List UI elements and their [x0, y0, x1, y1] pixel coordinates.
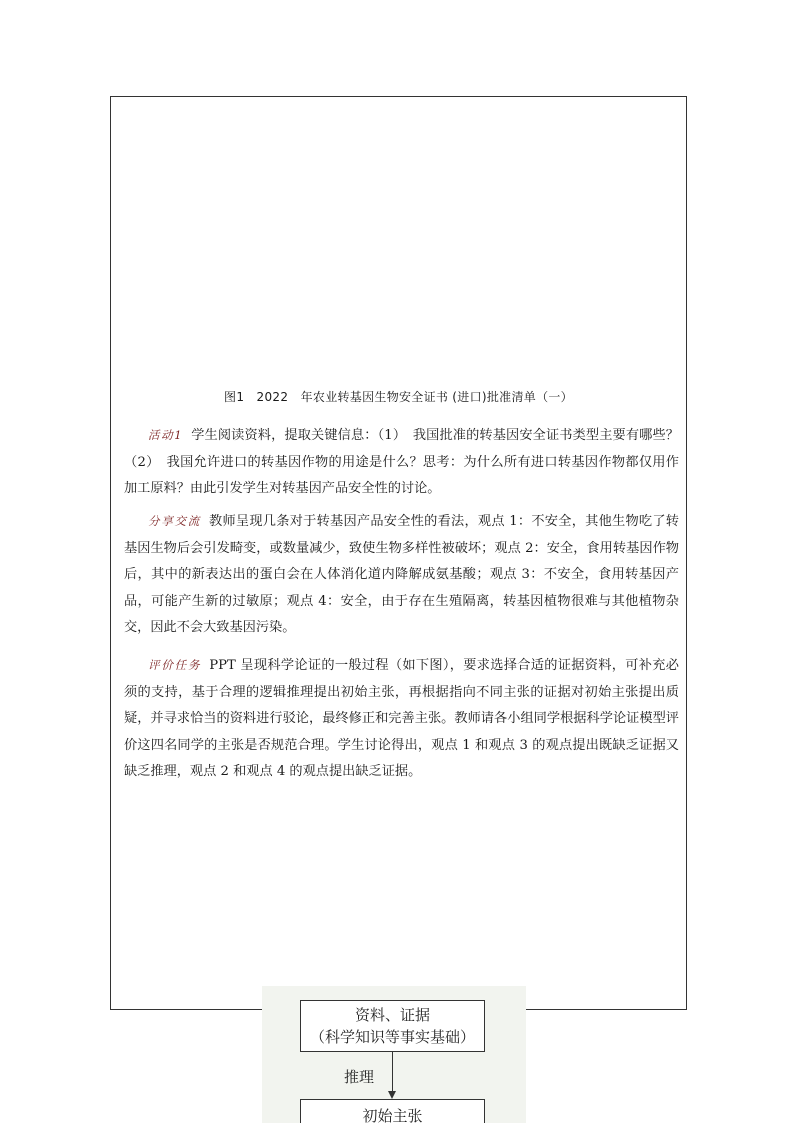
- flowchart-box-evidence: [300, 1000, 485, 1052]
- paragraph-text: PPT 呈现科学论证的一般过程（如下图），要求选择合适的证据资料，可补充必须的支持，基于合理的逻辑推理提出初始主张，再根据指向不同主张的证据对初始主张提出质疑，并寻求恰当的资料进行驳论，最终修正和完善主张。教师请各小组同学根据科学论证模型评价这四名同学的主张是否规范合理。学生讨论得出，观点 1 和观点 3 的观点提出既缺乏证据又缺乏推理，观点 2 和观点 4 的观点提出缺乏证据。: [124, 658, 679, 779]
- paragraph-text: 学生阅读资料，提取关键信息：（1） 我国批准的转基因安全证书类型主要有哪些？（2） 我国允许进口的转基因作物的用途是什么？思考：为什么所有进口转基因作物都仅用作加工原料？由此引发学生对转基因产品安全性的讨论。: [124, 428, 679, 496]
- paragraph-tag: 活动1: [148, 428, 184, 442]
- paragraph-tag: 评价任务: [148, 658, 202, 672]
- paragraph-tag: 分享交流: [148, 514, 202, 528]
- flowchart-box-initial-claim: [300, 1099, 485, 1123]
- flowchart-arrow-head-icon: [388, 1091, 396, 1099]
- figure-caption: 图1 2022 年农业转基因生物安全证书 (进口)批准清单（一）: [224, 390, 573, 404]
- flowchart-arrow-label: 推理: [344, 1068, 375, 1086]
- paragraph-share: [124, 508, 679, 642]
- flowchart-box-title: 初始主张: [362, 1107, 423, 1123]
- flowchart-box-title: 资料、证据: [354, 1006, 430, 1024]
- paragraph-activity: [124, 422, 679, 503]
- paragraph-text: 教师呈现几条对于转基因产品安全性的看法，观点 1：不安全，其他生物吃了转基因生物后会引发畸变，或数量减少，致使生物多样性被破坏；观点 2：安全，食用转基因作物后，其中的新表达出的蛋白会在人体消化道内降解成氨基酸；观点 3：不安全，食用转基因产品，可能产生新的过敏原；观点 4：安全，由于存在生殖隔离，转基因植物很难与其他植物杂交，因此不会大致基因污染。: [124, 514, 679, 635]
- paragraph-evaluation: [124, 652, 679, 786]
- flowchart-box-subtitle: （科学知识等事实基础）: [309, 1028, 475, 1046]
- flowchart-arrow-line: [392, 1052, 393, 1092]
